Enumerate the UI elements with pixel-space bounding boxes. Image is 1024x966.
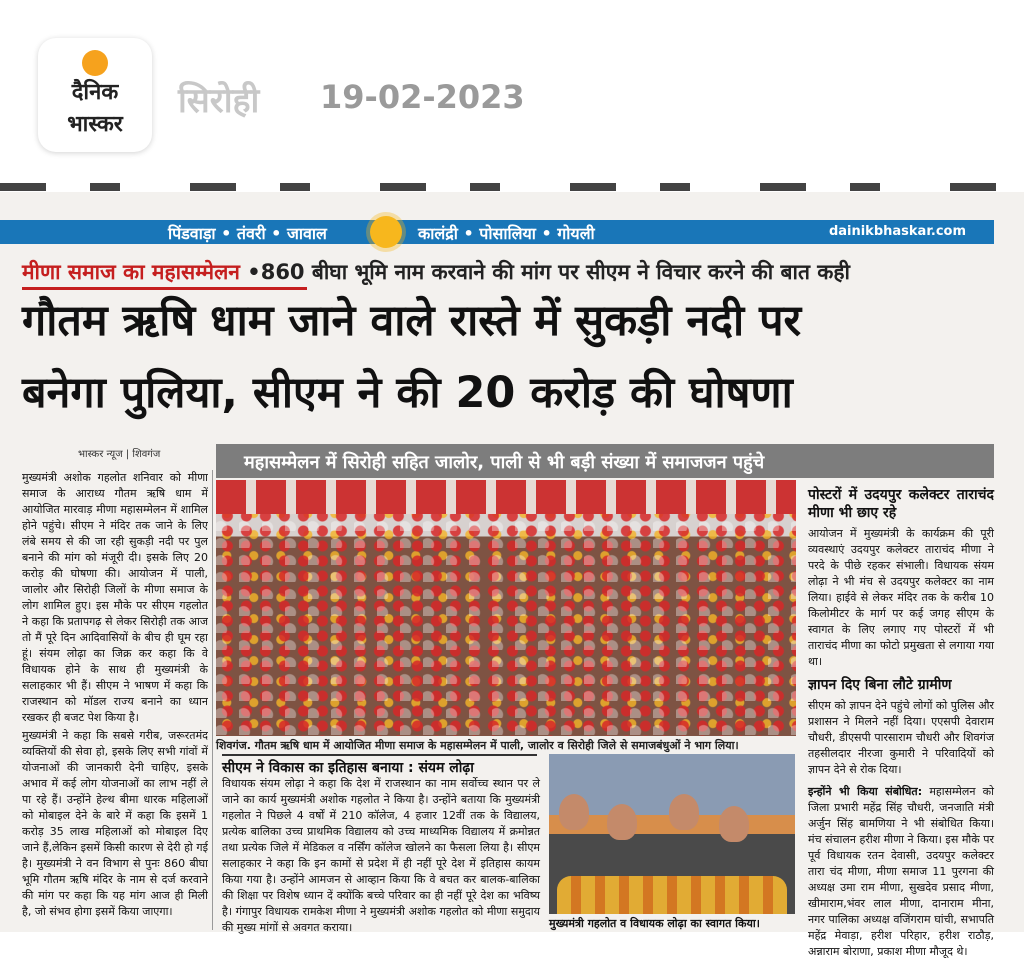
sun-icon [82, 50, 108, 76]
sub-article-title: सीएम ने विकास का इतिहास बनाया : संयम लोढ़ा [222, 754, 537, 777]
logo-line2: भास्कर [67, 112, 123, 137]
band-left-places: पिंडवाड़ा • तंवरी • जावाल [168, 224, 327, 243]
edition-band [0, 220, 994, 244]
article-paragraph: मुख्यमंत्री अशोक गहलोत शनिवार को मीणा समाज के आराध्य गौतम ऋषि धाम में आयोजित मारवाड़ मीणा महासम्मेलन में शामिल होने पहुंचे। सीएम ने मंदिर तक जाने के लिए लंबे समय से की जा रही सुकड़ी नदी पर पुल बनाने की मांग को मंजूरी दी। इसके लिए 20 करोड़ की घोषणा की। आयोजन में पाली, जालोर और सिरोही जिलों के मीणा समाज के लोग शामिल हुए। इस मौके पर सीएम गहलोत ने कहा कि प्रतापगढ़ से लेकर सिरोही तक आज तो मैं पूरे दिन आदिवासियों के बीच ही घूम रहा हूं। संयम लोढ़ा का जिक्र कर कहा कि वे विधायक होने के साथ ही मुख्यमंत्री के सलाहकार भी हैं। सीएम ने भाषण में कहा कि राजस्थान को मॉडल राज्य बनाने का ध्यान रखकर ही बजट पेश किया है। [22, 471, 208, 724]
city-name: सिरोही [178, 81, 260, 121]
photo-strip-text: महासम्मेलन में सिरोही सहित जालोर, पाली से भी बड़ी संख्या में समाजजन पहुंचे [244, 452, 765, 473]
article-column-1 [22, 470, 208, 932]
side-text-3: महासम्मेलन को जिला प्रभारी महेंद्र सिंह चौधरी, जनजाति मंत्री अर्जुन सिंह बामणिया ने भी संबोधित किया। मंच संचालन हरीश मीणा ने किया। इस मौके पर पूर्व विधायक रतन देवासी, उदयपुर कलेक्टर तारा चंद मीणा, मीणा समाज 11 पुरगना की अध्यक्ष उमा राम मीणा, सुखदेव प्रसाद मीणा, खीमाराम,भंवर लाल मीणा, दानाराम मीना, नगर पालिका अध्यक्ष वजिंगराम घांची, सभापति महेंद्र मेवाड़ा, हरीश परिहार, हरीश राठौड़, अन्नाराम बोराणा, प्रकाश मीणा मौजूद थे। [808, 785, 994, 958]
garlands [557, 876, 787, 914]
band-url: dainikbhaskar.com [828, 224, 966, 239]
sun-icon [370, 216, 402, 248]
cropped-text-strip [0, 183, 1024, 191]
side-lead-3: इन्होंने भी किया संबोधित: [808, 785, 923, 798]
side-paragraph-1: आयोजन में मुख्यमंत्री के कार्यक्रम की पूरी व्यवस्थाएं उदयपुर कलेक्टर ताराचंद मीणा ने परदे के पीछे रहकर संभाली। विधायक संयम लोढ़ा ने भी मंच से उदयपुर कलेक्टर का नाम लिया। हाईवे से लेकर मंदिर तक के करीब 10 किलोमीटर के मार्ग पर कई जगह सीएम के स्वागत के लिए लगाए गए पोस्टरों में भी ताराचंद मीणा का फोटो प्रमुखता से लगाया गया था। [808, 527, 994, 668]
kicker-underline [22, 287, 307, 290]
screenshot-header [0, 0, 1024, 185]
photo-strip-title [216, 444, 994, 478]
headline-line1: गौतम ऋषि धाम जाने वाले रास्ते में सुकड़ी नदी पर [22, 296, 802, 346]
sub-article-text: विधायक संयम लोढ़ा ने कहा कि देश में राजस्थान का नाम सर्वोच्च स्थान पर ले जाने का कार्य मुख्यमंत्री अशोक गहलोत ने किया है। उन्होंने बताया कि मुख्यमंत्री गहलोत ने पिछले 4 वर्षों में 210 कॉलेज, 4 हजार 12वीं तक के विद्यालय, प्रत्येक बालिका उच्च प्राथमिक विद्यालय को उच्च माध्यमिक विद्यालय में क्रमोन्नत तथा प्रत्येक जिले में मेडिकल व नर्सिंग कॉलेज खोलने का फैसला लिया है। सीएम सलाहकार ने कहा कि इन कामों से प्रदेश में ही नहीं पूरे देश में इतिहास कायम किया गया है। उन्होंने आमजन से आव्हान किया कि वे बचत कर बालक-बालिका की शिक्षा पर विशेष ध्यान दें क्योंकि बच्चे परिवार का ही नहीं पूरे देश का भविष्य है। गंगापुर विधायक रामकेश मीणा ने मुख्यमंत्री अशोक गहलोत को मीणा समुदाय की मुख्य मांगों से अवगत कराया। [222, 777, 540, 934]
tent-canopy [216, 480, 796, 514]
side-heading-2: ज्ञापन दिए बिना लौटे ग्रामीण [808, 677, 952, 693]
person [607, 804, 637, 840]
article-paragraph: मुख्यमंत्री ने कहा कि सबसे गरीब, जरूरतमंद व्यक्तियों की सेवा हो, इसके लिए सभी गांवों में योजनाओं की जानकारी देनी चाहिए, इसके अभाव में कई लोग योजनाओं का लाभ नहीं ले पा रहे हैं। उन्होंने हेल्थ बीमा धारक महिलाओं को मोबाइल देने के बारे में कहा कि इसमें 1 करोड़ 35 लाख महिलाओं को मोबाइल दिए जाने हैं,लेकिन इसमें किसी कारण से देरी हो गई है। मुख्यमंत्री ने वन विभाग से पुनः 860 बीघा भूमि गौतम ऋषि मंदिर के नाम से दर्ज करवाने की मांग पर कहा कि यह मांग आज ही मिली है, जो संभव होगा इसमें किया जाएगा। [22, 729, 208, 918]
person [669, 794, 699, 830]
byline: भास्कर न्यूज | शिवगंज [78, 449, 161, 460]
app-logo[interactable] [38, 38, 152, 152]
welcome-photo [549, 754, 795, 914]
person [719, 806, 749, 842]
side-paragraph-3 [808, 784, 994, 960]
headline-line2: बनेगा पुलिया, सीएम ने की 20 करोड़ की घोषणा [22, 368, 793, 418]
photo-caption: शिवगंज. गौतम ऋषि धाम में आयोजित मीणा समाज के महासम्मेलन में पाली, जालोर व सिरोही जिले से समाजबंधुओं ने भाग लिया। [216, 739, 739, 752]
column-divider [212, 470, 213, 930]
side-column [808, 486, 994, 966]
kicker-text: •860 बीघा भूमि नाम करवाने की मांग पर सीएम ने विचार करने की बात कही [247, 260, 850, 284]
kicker-highlight: मीणा समाज का महासम्मेलन [22, 260, 240, 284]
side-heading-1: पोस्टरों में उदयपुर कलेक्टर ताराचंद मीणा भी छाए रहे [808, 487, 994, 521]
edition-date: 19-02-2023 [320, 78, 525, 116]
crowd-photo [216, 480, 796, 736]
band-right-places: कालंद्री • पोसालिया • गोयली [418, 224, 595, 243]
side-paragraph-2: सीएम को ज्ञापन देने पहुंचे लोगों को पुलिस और प्रशासन ने मिलने नहीं दिया। एएसपी देवाराम चौधरी, डीएसपी पारसाराम चौधरी और शिवगंज तहसीलदार नीरजा कुमारी ने परिवादियों को ज्ञापन देने से रोक दिया। [808, 699, 994, 776]
person [559, 794, 589, 830]
photo2-caption: मुख्यमंत्री गहलोत व विधायक लोढ़ा का स्वागत किया। [549, 917, 760, 930]
kicker [22, 258, 850, 286]
logo-line1: दैनिक [71, 80, 119, 105]
